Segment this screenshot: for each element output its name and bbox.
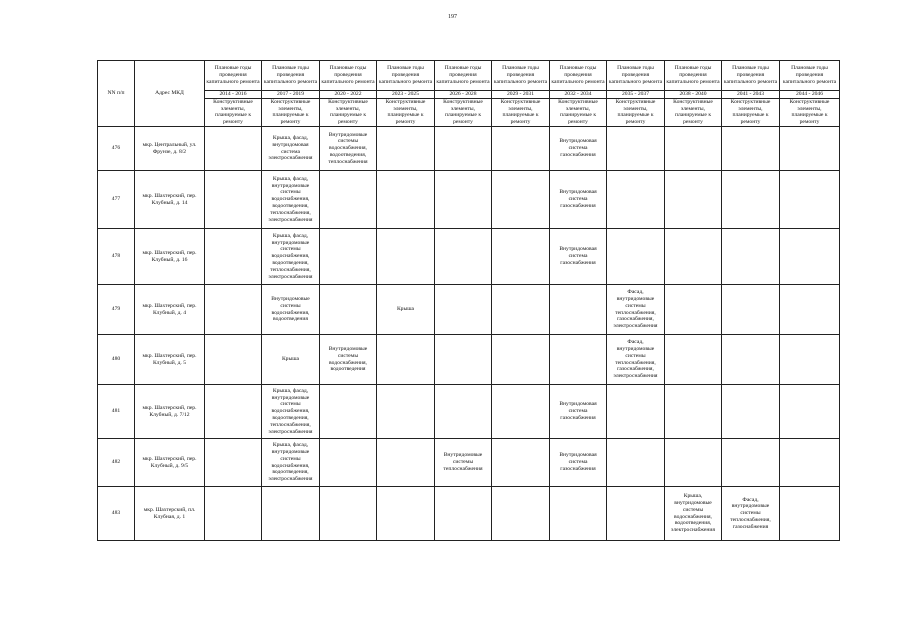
repair-cell xyxy=(665,335,722,385)
repair-cell: Внутридомовые системы водоснабжения, водоотведения xyxy=(320,335,377,385)
row-number: 480 xyxy=(98,335,135,385)
repair-cell xyxy=(435,335,492,385)
table-row xyxy=(98,487,840,541)
repair-cell: Фасад, внутридомовые системы теплоснабжения, газоснабжения xyxy=(722,487,780,541)
repair-cell xyxy=(492,285,550,335)
repair-cell xyxy=(377,385,435,439)
repair-cell xyxy=(435,487,492,541)
repair-cell: Крыша, внутридомовые системы водоснабжения, водоотведения, электроснабжения xyxy=(665,487,722,541)
repair-cell xyxy=(492,229,550,285)
period-years: 2026 - 2028 xyxy=(435,91,492,99)
repair-cell: Фасад, внутридомовые системы теплоснабжения, газоснабжения, электроснабжения xyxy=(607,285,665,335)
repair-cell xyxy=(205,487,262,541)
period-subtitle: Конструктивные элементы, планируемые к ремонту xyxy=(377,98,435,126)
repair-cell xyxy=(722,171,780,229)
row-address: мкр. Шахтерский, пер. Клубный, д. 9/5 xyxy=(135,439,205,487)
repair-cell xyxy=(320,171,377,229)
repair-cell xyxy=(607,487,665,541)
repair-cell xyxy=(550,487,607,541)
period-title: Плановые годы проведения капитального ремонта xyxy=(205,61,262,91)
header-row-subtitles xyxy=(98,98,840,126)
period-title: Плановые годы проведения капитального ремонта xyxy=(320,61,377,91)
repair-cell xyxy=(320,439,377,487)
table-row xyxy=(98,439,840,487)
repair-cell xyxy=(492,171,550,229)
repair-cell xyxy=(665,229,722,285)
repair-cell xyxy=(435,171,492,229)
repair-cell: Внутридомовая система газоснабжения xyxy=(550,229,607,285)
repair-cell xyxy=(665,439,722,487)
repair-cell: Крыша, фасад, внутридомовые системы водоснабжения, водоотведения, электроснабжения xyxy=(262,439,320,487)
repair-cell xyxy=(320,229,377,285)
repair-cell xyxy=(607,171,665,229)
repair-cell xyxy=(435,127,492,171)
repair-cell: Внутридомовая система газоснабжения xyxy=(550,171,607,229)
repair-cell xyxy=(492,487,550,541)
period-subtitle: Конструктивные элементы, планируемые к ремонту xyxy=(550,98,607,126)
row-number: 476 xyxy=(98,127,135,171)
row-address: мкр. Шахтерский, пер. Клубный, д. 4 xyxy=(135,285,205,335)
table-row xyxy=(98,385,840,439)
row-address: мкр. Шахтерский, пер. Клубный, д. 16 xyxy=(135,229,205,285)
repair-cell xyxy=(722,229,780,285)
period-years: 2044 - 2046 xyxy=(780,91,840,99)
repair-cell xyxy=(607,385,665,439)
repair-cell: Внутридомовая система газоснабжения xyxy=(550,439,607,487)
repair-cell xyxy=(377,439,435,487)
repair-cell xyxy=(492,335,550,385)
repair-cell xyxy=(780,285,840,335)
period-years: 2038 - 2040 xyxy=(665,91,722,99)
period-years: 2023 - 2025 xyxy=(377,91,435,99)
repair-cell xyxy=(722,285,780,335)
period-title: Плановые годы проведения капитального ремонта xyxy=(550,61,607,91)
repair-cell xyxy=(665,171,722,229)
row-address: мкр. Шахтерский, пл. Клубная, д. 1 xyxy=(135,487,205,541)
row-address: мкр. Центральный, ул. Фрунзе, д. 8/2 xyxy=(135,127,205,171)
period-title: Плановые годы проведения капитального ремонта xyxy=(377,61,435,91)
repair-cell: Крыша, фасад, внутридомовые системы водоснабжения, водоотведения, теплоснабжения, электроснабжения xyxy=(262,229,320,285)
repair-cell xyxy=(607,229,665,285)
repair-cell xyxy=(435,285,492,335)
repair-cell xyxy=(550,285,607,335)
period-years: 2017 - 2019 xyxy=(262,91,320,99)
period-title: Плановые годы проведения капитального ремонта xyxy=(665,61,722,91)
repair-cell: Фасад, внутридомовые системы теплоснабжения, газоснабжения, электроснабжения xyxy=(607,335,665,385)
repair-cell xyxy=(262,487,320,541)
repair-cell xyxy=(205,127,262,171)
repair-cell: Крыша xyxy=(262,335,320,385)
capital-repair-plan-table xyxy=(97,60,840,541)
table-row xyxy=(98,127,840,171)
period-subtitle: Конструктивные элементы, планируемые к ремонту xyxy=(780,98,840,126)
period-subtitle: Конструктивные элементы, планируемые к ремонту xyxy=(435,98,492,126)
repair-cell xyxy=(665,127,722,171)
repair-cell xyxy=(205,229,262,285)
repair-cell xyxy=(205,385,262,439)
period-years: 2020 - 2022 xyxy=(320,91,377,99)
address-header: Адрес МКД xyxy=(135,61,205,127)
repair-cell xyxy=(492,439,550,487)
table-row xyxy=(98,285,840,335)
repair-cell xyxy=(780,335,840,385)
repair-cell xyxy=(665,285,722,335)
table-row xyxy=(98,335,840,385)
period-title: Плановые годы проведения капитального ремонта xyxy=(262,61,320,91)
period-years: 2041 - 2043 xyxy=(722,91,780,99)
row-address: мкр. Шахтерский, пер. Клубный, д. 7/12 xyxy=(135,385,205,439)
repair-cell xyxy=(665,385,722,439)
period-subtitle: Конструктивные элементы, планируемые к ремонту xyxy=(607,98,665,126)
table-row xyxy=(98,171,840,229)
row-address: мкр. Шахтерский, пер. Клубный, д. 14 xyxy=(135,171,205,229)
repair-cell xyxy=(320,285,377,335)
repair-cell xyxy=(607,439,665,487)
repair-cell xyxy=(205,335,262,385)
header-row-years xyxy=(98,91,840,99)
period-subtitle: Конструктивные элементы, планируемые к ремонту xyxy=(205,98,262,126)
repair-cell xyxy=(722,127,780,171)
row-number: 483 xyxy=(98,487,135,541)
period-years: 2032 - 2034 xyxy=(550,91,607,99)
repair-cell xyxy=(492,385,550,439)
repair-cell xyxy=(780,487,840,541)
repair-cell xyxy=(205,171,262,229)
repair-cell xyxy=(377,127,435,171)
repair-cell xyxy=(722,385,780,439)
repair-cell xyxy=(780,439,840,487)
repair-cell: Внутридомовая система газоснабжения xyxy=(550,385,607,439)
period-title: Плановые годы проведения капитального ремонта xyxy=(492,61,550,91)
repair-cell xyxy=(320,385,377,439)
row-number: 481 xyxy=(98,385,135,439)
repair-cell xyxy=(550,335,607,385)
period-subtitle: Конструктивные элементы, планируемые к ремонту xyxy=(262,98,320,126)
repair-cell xyxy=(780,229,840,285)
row-number: 478 xyxy=(98,229,135,285)
repair-cell: Крыша, фасад, внутридомовые системы водоснабжения, водоотведения, теплоснабжения, электроснабжения xyxy=(262,385,320,439)
repair-cell xyxy=(205,285,262,335)
repair-cell xyxy=(607,127,665,171)
repair-cell xyxy=(780,385,840,439)
period-years: 2029 - 2031 xyxy=(492,91,550,99)
repair-cell: Крыша, фасад, внутридомовые системы водоснабжения, водоотведения, теплоснабжения, электроснабжения xyxy=(262,171,320,229)
period-title: Плановые годы проведения капитального ремонта xyxy=(435,61,492,91)
period-years: 2014 - 2016 xyxy=(205,91,262,99)
table-row xyxy=(98,229,840,285)
repair-cell xyxy=(377,487,435,541)
repair-cell xyxy=(780,171,840,229)
repair-cell: Внутридомовая система газоснабжения xyxy=(550,127,607,171)
num-header: NN п/п xyxy=(98,61,135,127)
repair-cell: Крыша xyxy=(377,285,435,335)
repair-cell: Внутридомовые системы водоснабжения, водоотведения xyxy=(262,285,320,335)
row-number: 482 xyxy=(98,439,135,487)
repair-cell xyxy=(435,385,492,439)
repair-cell: Крыша, фасад, внутридомовая система электроснабжения xyxy=(262,127,320,171)
period-subtitle: Конструктивные элементы, планируемые к ремонту xyxy=(492,98,550,126)
row-address: мкр. Шахтерский, пер. Клубный, д. 5 xyxy=(135,335,205,385)
repair-cell: Внутридомовые системы теплоснабжения xyxy=(435,439,492,487)
repair-cell xyxy=(435,229,492,285)
repair-cell xyxy=(377,171,435,229)
row-number: 477 xyxy=(98,171,135,229)
page-number: 197 xyxy=(448,14,457,20)
repair-cell xyxy=(780,127,840,171)
period-title: Плановые годы проведения капитального ремонта xyxy=(780,61,840,91)
period-subtitle: Конструктивные элементы, планируемые к ремонту xyxy=(665,98,722,126)
repair-cell xyxy=(205,439,262,487)
row-number: 479 xyxy=(98,285,135,335)
repair-cell: Внутридомовые системы водоснабжения, водоотведения, теплоснабжения xyxy=(320,127,377,171)
repair-cell xyxy=(722,439,780,487)
repair-cell xyxy=(320,487,377,541)
repair-cell xyxy=(377,229,435,285)
period-years: 2035 - 2037 xyxy=(607,91,665,99)
period-title: Плановые годы проведения капитального ремонта xyxy=(722,61,780,91)
header-row-titles xyxy=(98,61,840,91)
period-subtitle: Конструктивные элементы, планируемые к ремонту xyxy=(320,98,377,126)
period-subtitle: Конструктивные элементы, планируемые к ремонту xyxy=(722,98,780,126)
repair-cell xyxy=(722,335,780,385)
repair-cell xyxy=(377,335,435,385)
period-title: Плановые годы проведения капитального ремонта xyxy=(607,61,665,91)
repair-cell xyxy=(492,127,550,171)
